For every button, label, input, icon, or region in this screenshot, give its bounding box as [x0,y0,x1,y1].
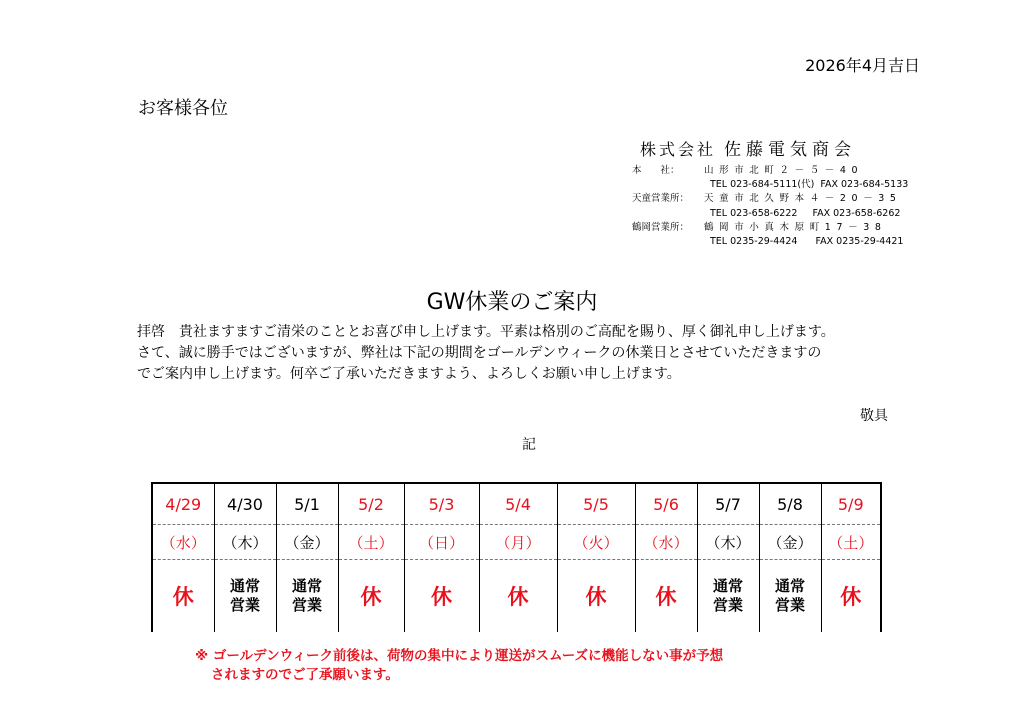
weekday-cell: （火） [557,525,635,560]
company-title: 佐藤電気商会 [724,140,857,160]
date-cell: 5/8 [759,483,821,525]
office-phone: TEL 023-658-6222 FAX 023-658-6262 [710,207,901,219]
status-cell [276,560,338,633]
date-cell: 5/9 [821,483,881,525]
office-label: 本 社： [632,165,680,176]
body-line: でご案内申し上げます。何卒ご了承いただきますよう、よろしくお願い申し上げます。 [137,366,681,382]
footnote-line: されますのでご了承願います。 [211,667,399,683]
open-label: 通常 [291,577,322,595]
open-label: 通常 [229,577,260,595]
body-line: 拝啓 貴社ますますご清栄のこととお喜び申し上げます。平素は格別のご高配を賜り、厚く御礼申し上げます。 [137,324,835,340]
weekday-cell: （土） [338,525,404,560]
weekday-row [152,525,881,560]
office-address: 天童市北久野本４－20－35 [704,193,902,205]
office-head [632,164,932,192]
weekday-cell: （水） [152,525,214,560]
date-cell: 5/6 [635,483,697,525]
date-cell: 5/1 [276,483,338,525]
weekday-cell: （土） [821,525,881,560]
recipient: お客様各位 [138,98,228,119]
holiday-schedule-table [151,482,882,632]
office-phone: TEL 0235-29-4424 FAX 0235-29-4421 [710,236,904,248]
status-cell [697,560,759,633]
status-cell [635,560,697,633]
closed-label: 休 [655,585,677,609]
date-cell: 4/30 [214,483,276,525]
notice-title: GW休業のご案内 [426,290,598,315]
closed-label: 休 [172,585,194,609]
date-cell: 5/2 [338,483,404,525]
status-cell [152,560,214,633]
office-list [632,164,932,249]
document-date: 2026年4月吉日 [805,56,920,75]
open-label: 通常 [774,577,805,595]
weekday-cell: （金） [276,525,338,560]
date-cell: 5/4 [479,483,557,525]
open-label: 営業 [712,596,743,614]
closed-label: 休 [585,585,607,609]
weekday-cell: （木） [697,525,759,560]
closed-label: 休 [840,585,862,609]
closed-label: 休 [507,585,529,609]
office-tsuruoka [632,221,932,249]
office-phone: TEL 023-684-5111(代) FAX 023-684-5133 [710,179,909,191]
office-label: 鶴岡営業所： [632,221,690,233]
status-cell [759,560,821,633]
status-cell [821,560,881,633]
office-address: 山形市北町２－５－40 [704,165,864,176]
ki-mark: 記 [522,437,536,453]
date-row [152,483,881,525]
weekday-cell: （水） [635,525,697,560]
office-address: 鶴岡市小真木原町17－38 [704,221,887,233]
closing-word: 敬具 [860,408,888,424]
date-cell: 4/29 [152,483,214,525]
open-label: 通常 [712,577,743,595]
notice-body [137,322,937,385]
open-label: 営業 [229,596,260,614]
open-label: 営業 [291,596,322,614]
weekday-cell: （月） [479,525,557,560]
weekday-cell: （日） [404,525,479,560]
status-cell [404,560,479,633]
status-cell [479,560,557,633]
company-name [640,135,856,160]
status-cell [557,560,635,633]
office-tendo [632,192,932,220]
company-prefix: 株式会社 [640,140,717,159]
weekday-cell: （木） [214,525,276,560]
footnote-line: ※ ゴールデンウィーク前後は、荷物の集中により運送がスムーズに機能しない事が予想 [195,648,724,664]
weekday-cell: （金） [759,525,821,560]
date-cell: 5/7 [697,483,759,525]
status-cell [338,560,404,633]
date-cell: 5/5 [557,483,635,525]
status-cell [214,560,276,633]
closed-label: 休 [360,585,382,609]
open-label: 営業 [774,596,805,614]
date-cell: 5/3 [404,483,479,525]
closed-label: 休 [431,585,452,609]
footnote [195,647,723,685]
body-line: さて、誠に勝手ではございますが、弊社は下記の期間をゴールデンウィークの休業日とさせていただきますの [137,345,822,361]
office-label: 天童営業所： [632,193,690,205]
status-row [152,560,881,633]
